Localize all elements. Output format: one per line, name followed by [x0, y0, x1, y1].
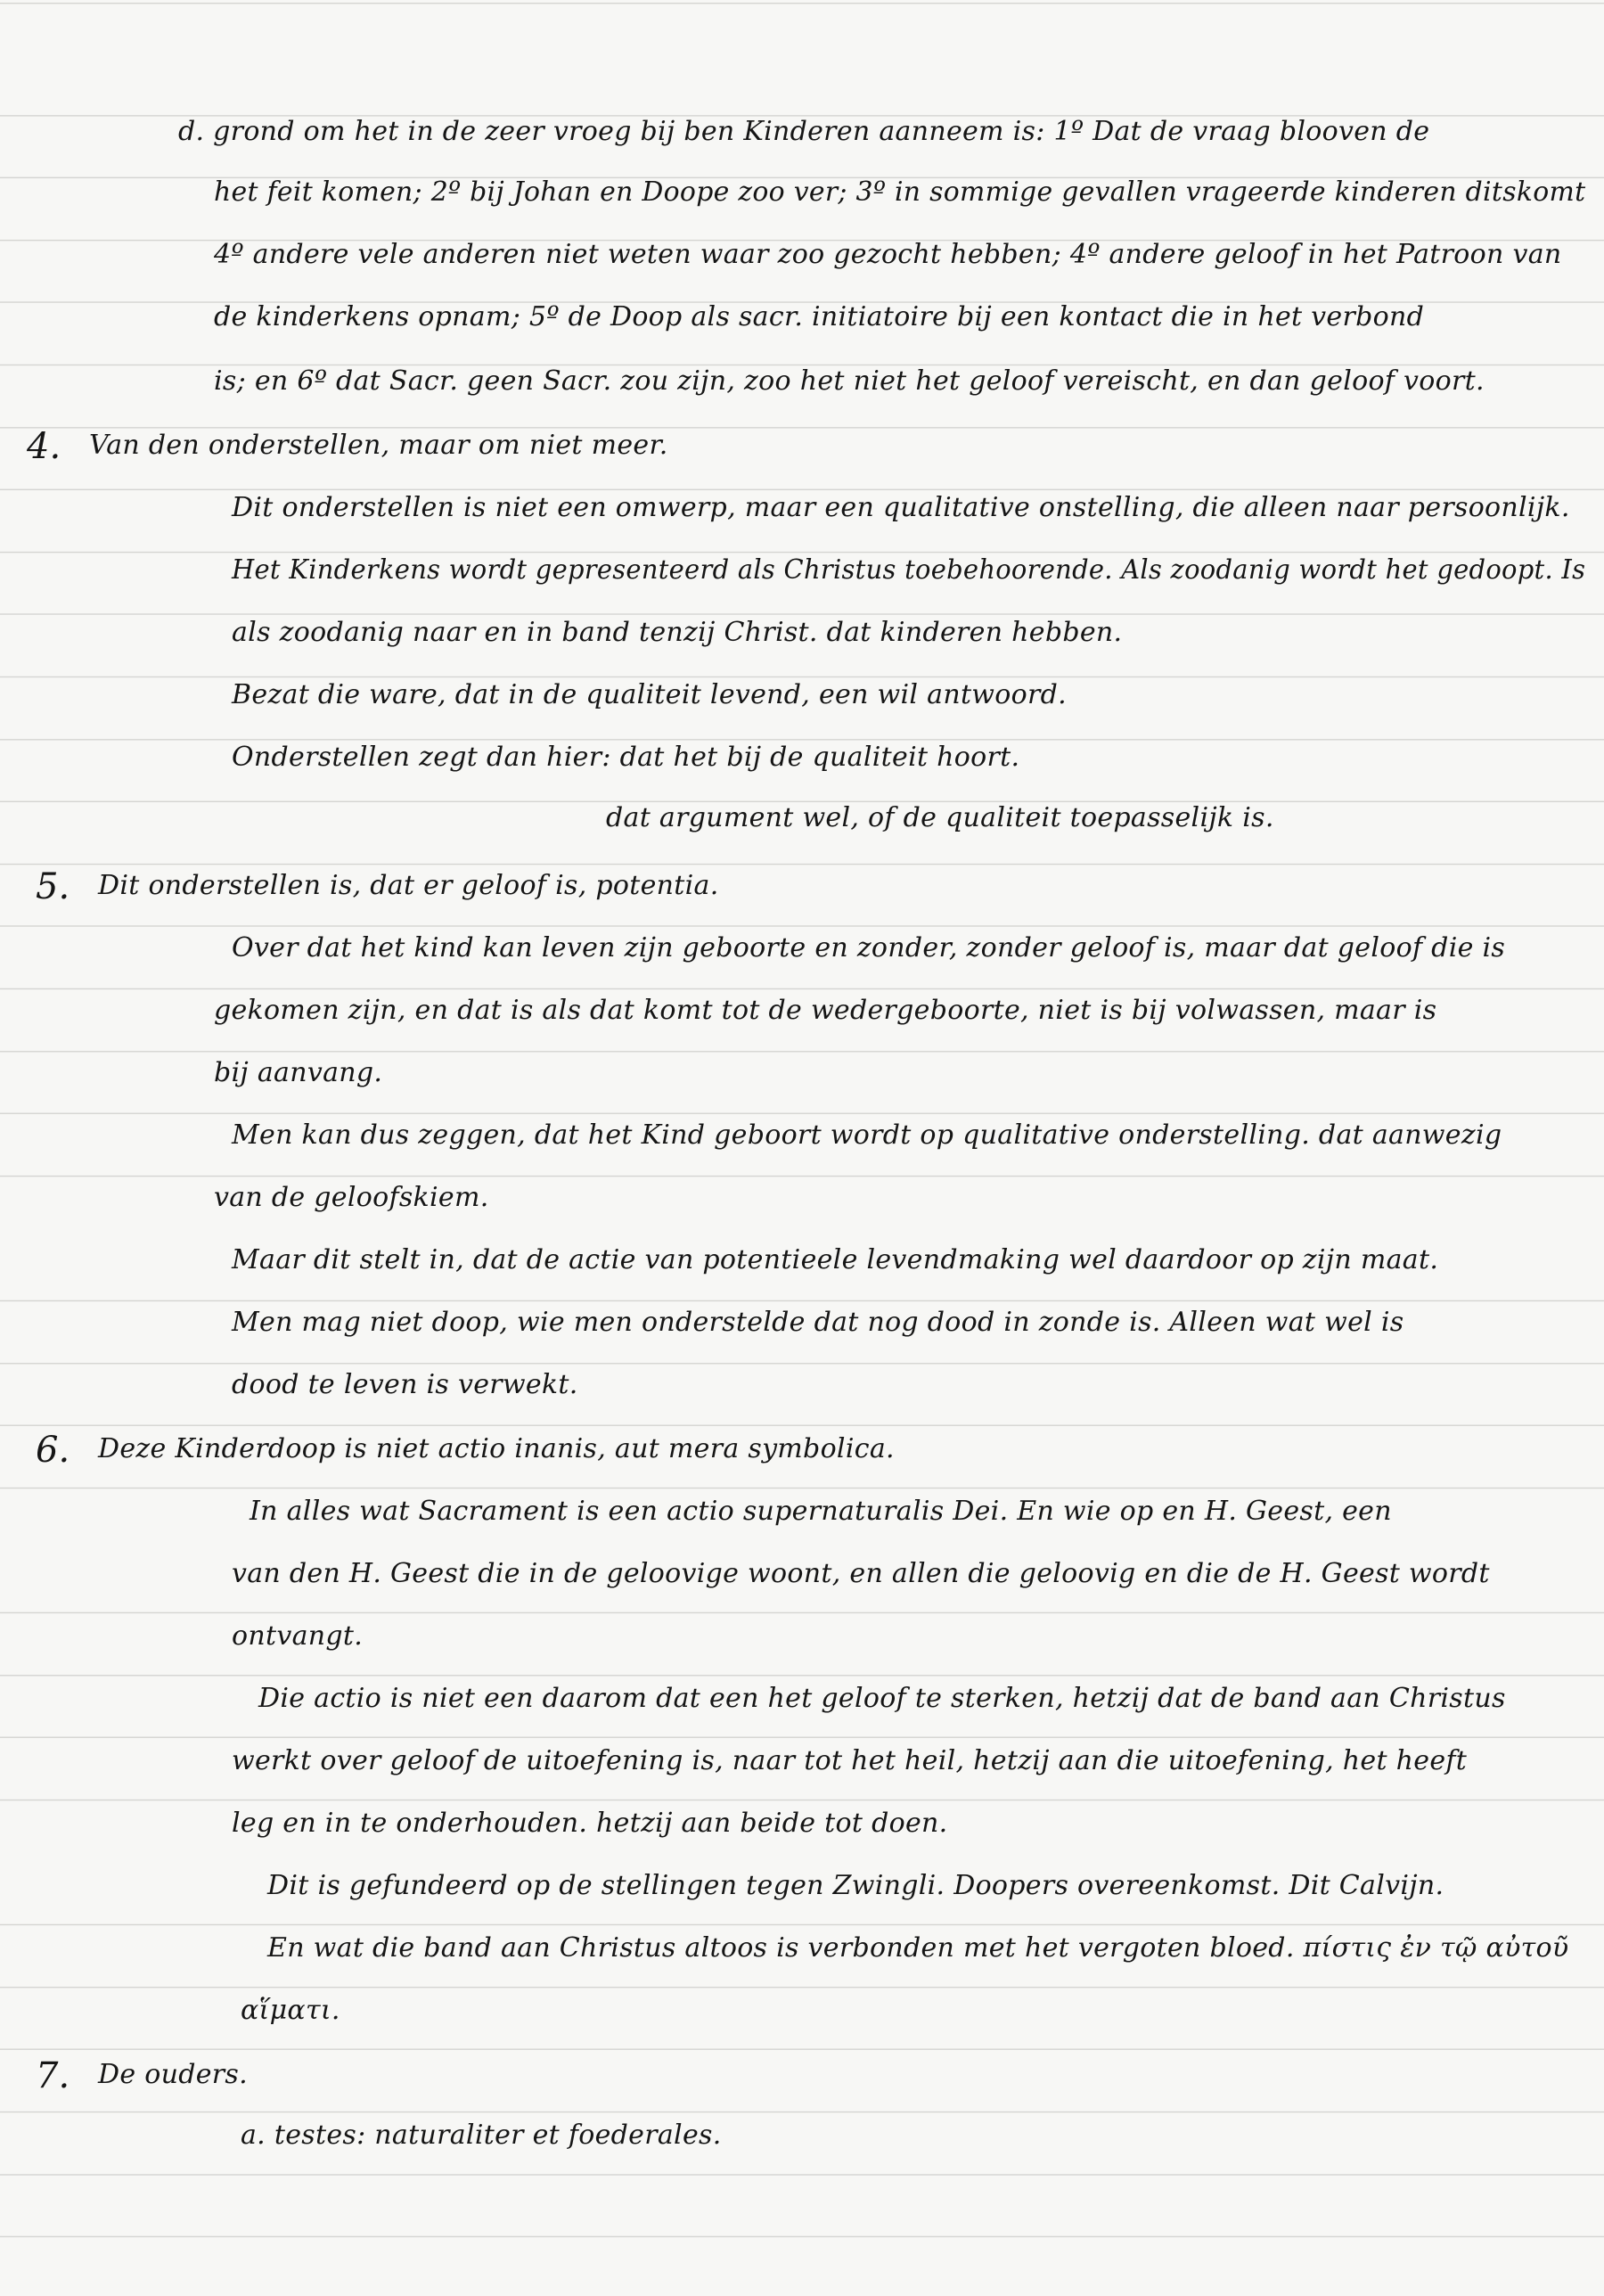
text-line: dat argument wel, of de qualiteit toepasselijk is. — [606, 802, 1274, 833]
text-line: 4º andere vele anderen niet weten waar zoo gezocht hebben; 4º andere geloof in het Patroon van — [214, 239, 1562, 270]
text-line: de kinderkens opnam; 5º de Doop als sacr. initiatoire bij een kontact die in het verbond — [214, 301, 1425, 332]
text-line: En wat die band aan Christus altoos is verbonden met het vergoten bloed. πίστις ἐν τῷ αὐτοῦ — [267, 1932, 1569, 1964]
section-heading: Dit onderstellen is, dat er geloof is, potentia. — [98, 870, 719, 901]
text-line: Dit is gefundeerd op de stellingen tegen Zwingli. Doopers overeenkomst. Dit Calvijn. — [267, 1870, 1444, 1901]
text-line: is; en 6º dat Sacr. geen Sacr. zou zijn, zoo het niet het geloof vereischt, en dan geloof voort. — [214, 365, 1485, 397]
section-number: 4. — [27, 426, 61, 467]
text-line: Die actio is niet een daarom dat een het geloof te sterken, hetzij dat de band aan Christus — [258, 1683, 1506, 1714]
text-line: leg en in te onderhouden. hetzij aan beide tot doen. — [232, 1808, 948, 1839]
section-heading: Van den onderstellen, maar om niet meer. — [89, 430, 668, 461]
text-line: a. testes: naturaliter et foederales. — [241, 2120, 722, 2151]
text-line: Dit onderstellen is niet een omwerp, maar een qualitative onstelling, die alleen naar persoonlijk. — [232, 492, 1570, 523]
section-number: 6. — [36, 1430, 70, 1471]
text-line: dood te leven is verwekt. — [232, 1369, 578, 1400]
text-line: werkt over geloof de uitoefening is, naar tot het heil, hetzij aan die uitoefening, het heeft — [232, 1745, 1468, 1776]
section-number: 5. — [36, 866, 70, 907]
text-line: αἵματι. — [241, 1995, 340, 2026]
text-line: van den H. Geest die in de geloovige woont, en allen die geloovig en die de H. Geest wordt — [232, 1558, 1490, 1589]
text-line: gekomen zijn, en dat is als dat komt tot de wedergeboorte, niet is bij volwassen, maar is — [214, 995, 1437, 1026]
section-heading: Deze Kinderdoop is niet actio inanis, aut mera symbolica. — [98, 1433, 895, 1464]
text-line: Over dat het kind kan leven zijn geboorte en zonder, zonder geloof is, maar dat geloof die is — [232, 932, 1506, 964]
text-line: Maar dit stelt in, dat de actie van potentieele levendmaking wel daardoor op zijn maat. — [232, 1244, 1439, 1275]
text-line: Bezat die ware, dat in de qualiteit levend, een wil antwoord. — [232, 679, 1067, 710]
text-line: als zoodanig naar en in band tenzij Christ. dat kinderen hebben. — [232, 617, 1123, 648]
text-line: d. grond om het in de zeer vroeg bij ben Kinderen aanneem is: 1º Dat de vraag blooven de — [178, 116, 1430, 147]
text-line: ontvangt. — [232, 1620, 364, 1652]
text-line: Men kan dus zeggen, dat het Kind geboort wordt op qualitative onderstelling. dat aanwezig — [232, 1119, 1502, 1151]
text-line: bij aanvang. — [214, 1057, 383, 1088]
text-line: In alles wat Sacrament is een actio supernaturalis Dei. En wie op en H. Geest, een — [250, 1496, 1392, 1527]
text-line: van de geloofskiem. — [214, 1182, 489, 1213]
text-line: Het Kinderkens wordt gepresenteerd als Christus toebehoorende. Als zoodanig wordt het gedoopt. Is — [232, 554, 1586, 586]
text-line: Onderstellen zegt dan hier: dat het bij de qualiteit hoort. — [232, 742, 1020, 773]
text-line: Men mag niet doop, wie men onderstelde dat nog dood in zonde is. Alleen wat wel is — [232, 1307, 1404, 1338]
section-heading: De ouders. — [98, 2059, 248, 2090]
section-number: 7. — [36, 2055, 70, 2096]
text-line: het feit komen; 2º bij Johan en Doope zoo ver; 3º in sommige gevallen vrageerde kinderen ditskomt — [214, 176, 1586, 208]
